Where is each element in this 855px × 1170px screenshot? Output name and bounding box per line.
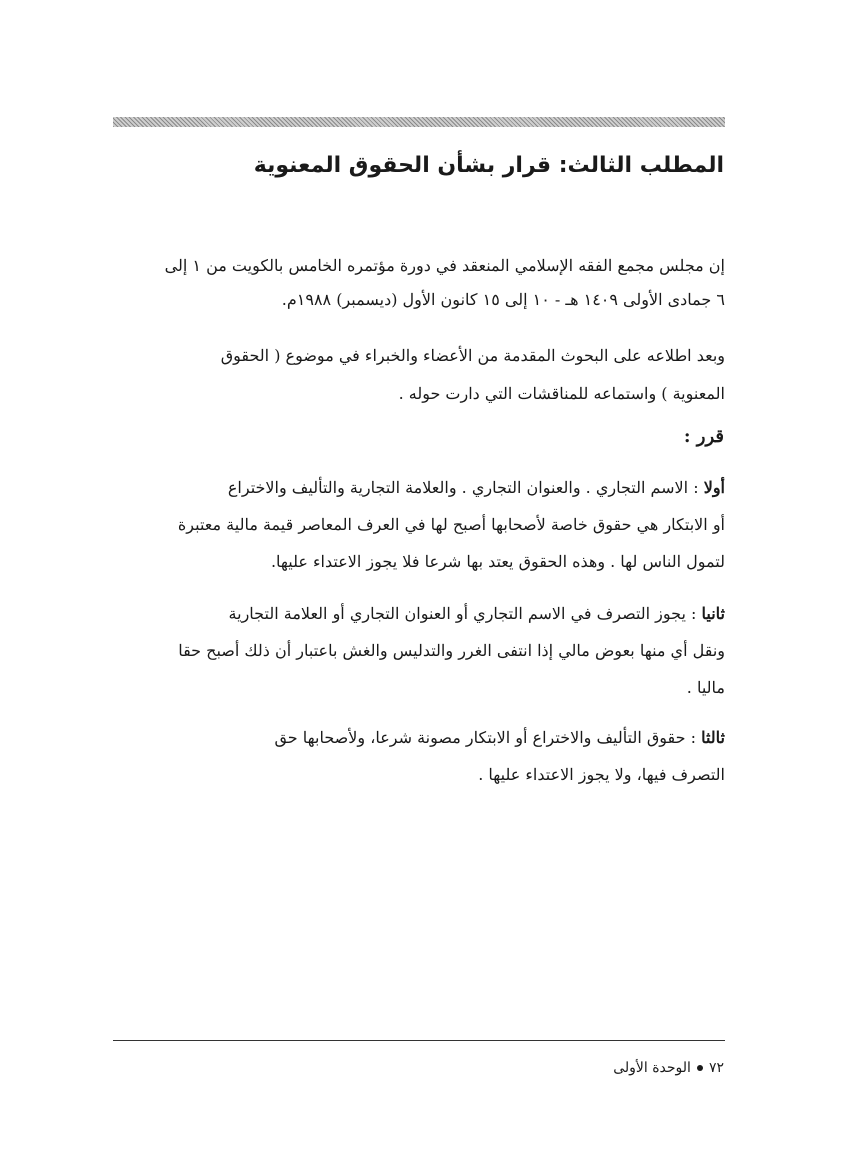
clause-lead: أولا [703, 478, 725, 497]
text-line: ونقل أي منها بعوض مالي إذا انتفى الغرر والتدليس والغش باعتبار أن ذلك أصبح حقا [178, 641, 725, 660]
text-line: التصرف فيها، ولا يجوز الاعتداء عليها . [478, 765, 725, 784]
text-line: ٦ جمادى الأولى ١٤٠٩ هـ - ١٠ إلى ١٥ كانون الأول (ديسمبر) ١٩٨٨م. [281, 290, 725, 309]
page-footer [613, 1056, 724, 1080]
clause-text: : يجوز التصرف في الاسم التجاري أو العنوان التجاري أو العلامة التجارية [228, 604, 697, 623]
bullet-icon [697, 1065, 703, 1071]
page-number: ٧٢ [708, 1060, 724, 1076]
text-line: ماليا . [686, 678, 725, 697]
text-line [113, 595, 725, 632]
text-line: لتمول الناس لها . وهذه الحقوق يعتد بها شرعا فلا يجوز الاعتداء عليها. [270, 552, 725, 571]
unit-label: الوحدة الأولى [613, 1060, 691, 1076]
review-paragraph [113, 337, 725, 413]
decided-heading: قرر : [683, 426, 724, 447]
clause-third [113, 719, 725, 793]
intro-paragraph [113, 249, 725, 317]
text-line [113, 469, 725, 506]
section-title: المطلب الثالث: قرار بشأن الحقوق المعنوية [253, 153, 724, 178]
clause-second [113, 595, 725, 706]
clause-text: : الاسم التجاري . والعنوان التجاري . والعلامة التجارية والتأليف والاختراع [227, 478, 699, 497]
text-line [113, 719, 725, 756]
clause-first [113, 469, 725, 580]
text-line: المعنوية ) واستماعه للمناقشات التي دارت حوله . [398, 384, 725, 403]
footer-divider [113, 1040, 725, 1041]
text-line: إن مجلس مجمع الفقه الإسلامي المنعقد في دورة مؤتمره الخامس بالكويت من ١ إلى [164, 256, 725, 275]
text-line: وبعد اطلاعه على البحوث المقدمة من الأعضاء والخبراء في موضوع ( الحقوق [220, 346, 725, 365]
clause-lead: ثانيا [701, 604, 725, 623]
header-band [113, 117, 725, 127]
clause-text: : حقوق التأليف والاختراع أو الابتكار مصونة شرعا، ولأصحابها حق [274, 728, 696, 747]
clause-lead: ثالثا [701, 728, 725, 747]
text-line: أو الابتكار هي حقوق خاصة لأصحابها أصبح لها في العرف المعاصر قيمة مالية معتبرة [177, 515, 725, 534]
